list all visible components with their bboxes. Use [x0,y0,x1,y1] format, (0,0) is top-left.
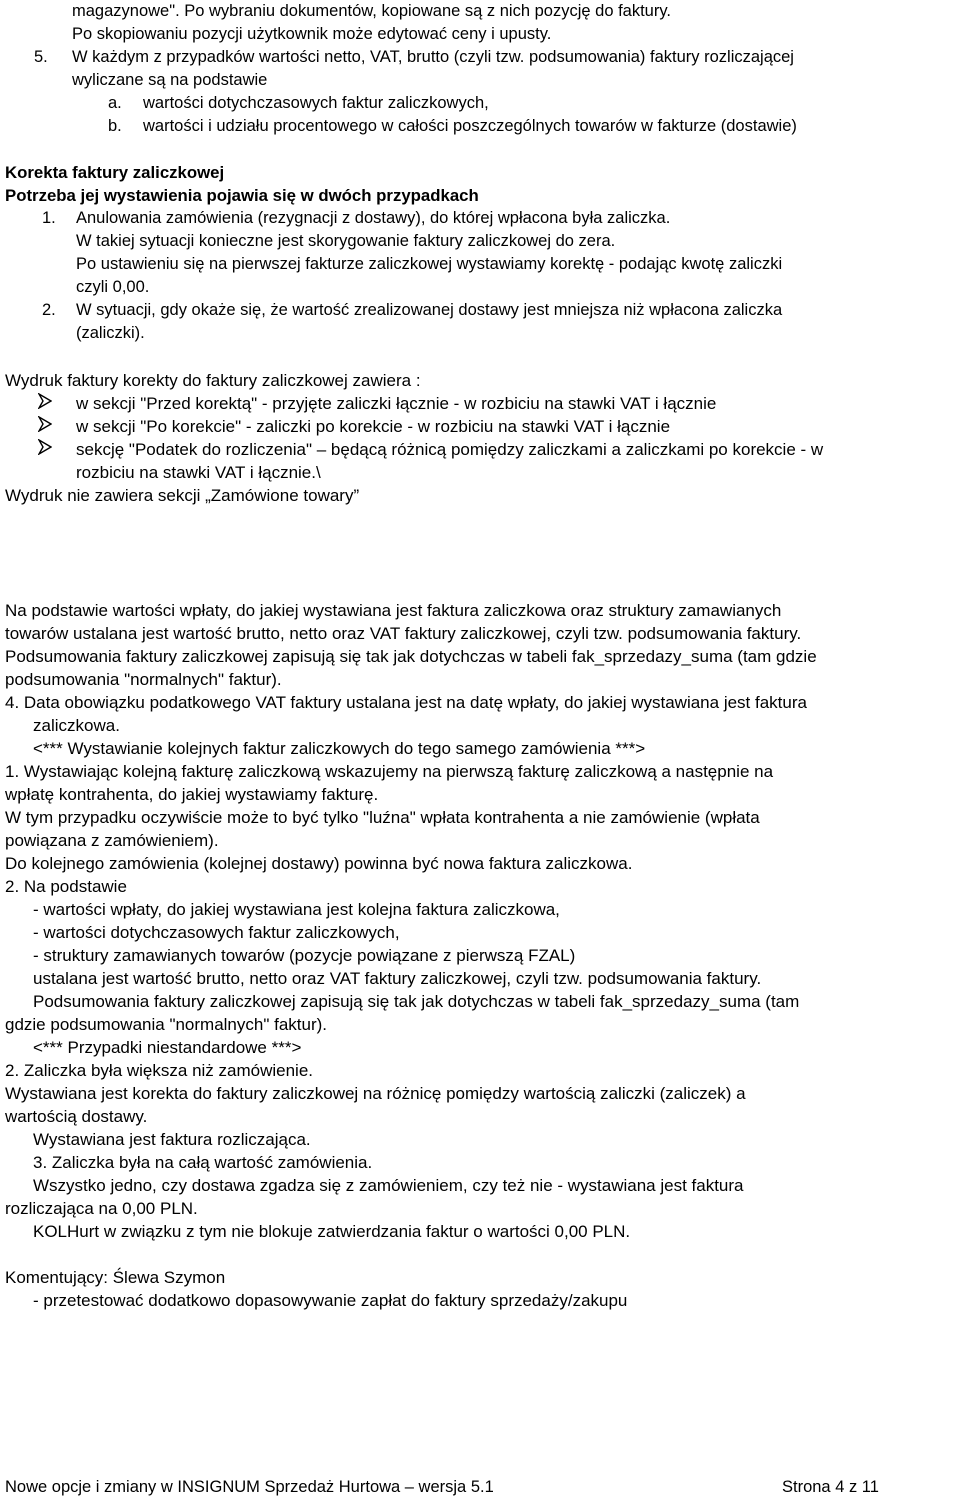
korekta-item-2-number: 2. [42,301,56,319]
arrowhead-bullet-icon [38,416,52,432]
korekta-heading: Korekta faktury zaliczkowej [5,163,225,182]
footer-title: Nowe opcje i zmiany w INSIGNUM Sprzedaż Hurtowa – wersja 5.1 [5,1478,494,1496]
body-line: Wszystko jedno, czy dostawa zgadza się z zamówieniem, czy też nie - wystawiana jest faktura [33,1176,744,1195]
top-line-1: magazynowe". Po wybraniu dokumentów, kopiowane są z nich pozycję do faktury. [72,2,671,20]
list-number-5: 5. [34,48,48,66]
body-line: - wartości wpłaty, do jakiej wystawiana jest kolejna faktura zaliczkowa, [33,900,560,919]
korekta-item-2-line-1: W sytuacji, gdy okaże się, że wartość zrealizowanej dostawy jest mniejsza niż wpłacona zaliczka [76,301,783,319]
body-line: ustalana jest wartość brutto, netto oraz VAT faktury zaliczkowej, czyli tzw. podsumowania faktury. [33,969,762,988]
top-line-2: Po skopiowaniu pozycji użytkownik może edytować ceny i upusty. [72,25,552,43]
top-line-4: wyliczane są na podstawie [72,71,268,89]
comment-line: - przetestować dodatkowo dopasowywanie zapłat do faktury sprzedaży/zakupu [33,1291,628,1310]
commenter-line: Komentujący: Ślewa Szymon [5,1268,226,1287]
section-marker: <*** Przypadki niestandardowe ***> [33,1038,302,1057]
wydruk-bullet-3-line-1: sekcję "Podatek do rozliczenia" – będącą różnicą pomiędzy zaliczkami a zaliczkami po korekcie - w [76,440,824,459]
body-line: gdzie podsumowania "normalnych" faktur). [5,1015,328,1034]
korekta-item-1-number: 1. [42,209,56,227]
body-line: 2. Zaliczka była większa niż zamówienie. [5,1061,314,1080]
wydruk-bullet-2: w sekcji "Po korekcie" - zaliczki po korekcie - w rozbiciu na stawki VAT i łącznie [76,417,671,436]
body-line: powiązana z zamówieniem). [5,831,219,850]
body-line: KOLHurt w związku z tym nie blokuje zatwierdzania faktur o wartości 0,00 PLN. [33,1222,631,1241]
body-line: 1. Wystawiając kolejną fakturę zaliczkową wskazujemy na pierwszą fakturę zaliczkową a następnie na [5,762,774,781]
body-line: towarów ustalana jest wartość brutto, netto oraz VAT faktury zaliczkowej, czyli tzw. podsumowania faktury. [5,624,802,643]
body-line: Podsumowania faktury zaliczkowej zapisują się tak jak dotychczas w tabeli fak_sprzedazy_suma (tam gdzie [5,647,817,666]
wydruk-exclusion: Wydruk nie zawiera sekcji „Zamówione towary” [5,486,360,505]
sublist-item-b: wartości i udziału procentowego w całości poszczególnych towarów w fakturze (dostawie) [143,117,797,135]
body-line: zaliczkowa. [33,716,120,735]
body-line: Do kolejnego zamówienia (kolejnej dostawy) powinna być nowa faktura zaliczkowa. [5,854,633,873]
korekta-item-1-line-2: W takiej sytuacji konieczne jest skorygowanie faktury zaliczkowej do zera. [76,232,616,250]
body-line: podsumowania "normalnych" faktur). [5,670,282,689]
section-marker: <*** Wystawianie kolejnych faktur zaliczkowych do tego samego zamówienia ***> [33,739,646,758]
body-line: rozliczająca na 0,00 PLN. [5,1199,198,1218]
body-line: - wartości dotychczasowych faktur zaliczkowych, [33,923,400,942]
arrowhead-bullet-icon [38,393,52,409]
sublist-mark-a: a. [108,94,122,112]
korekta-item-1-line-1: Anulowania zamówienia (rezygnacji z dostawy), do której wpłacona była zaliczka. [76,209,671,227]
wydruk-bullet-1: w sekcji "Przed korektą" - przyjęte zaliczki łącznie - w rozbiciu na stawki VAT i łącznie [76,394,717,413]
body-line: 3. Zaliczka była na całą wartość zamówienia. [33,1153,373,1172]
body-line: Wystawiana jest korekta do faktury zaliczkowej na różnicę pomiędzy wartością zaliczki (zaliczek) a [5,1084,746,1103]
korekta-item-2-line-2: (zaliczki). [76,324,145,342]
wydruk-intro: Wydruk faktury korekty do faktury zaliczkowej zawiera : [5,371,421,390]
body-line: Wystawiana jest faktura rozliczająca. [33,1130,311,1149]
korekta-item-1-line-4: czyli 0,00. [76,278,150,296]
page-number: Strona 4 z 11 [782,1478,879,1496]
body-line: Na podstawie wartości wpłaty, do jakiej wystawiana jest faktura zaliczkowa oraz struktury zamawianych [5,601,782,620]
sublist-mark-b: b. [108,117,122,135]
korekta-subheading: Potrzeba jej wystawienia pojawia się w dwóch przypadkach [5,186,479,205]
wydruk-bullet-3-line-2: rozbiciu na stawki VAT i łącznie.\ [76,463,321,482]
body-line: Podsumowania faktury zaliczkowej zapisują się tak jak dotychczas w tabeli fak_sprzedazy_suma (tam [33,992,800,1011]
korekta-item-1-line-3: Po ustawieniu się na pierwszej fakturze zaliczkowej wystawiamy korektę - podając kwotę zaliczki [76,255,783,273]
body-line: 2. Na podstawie [5,877,127,896]
top-line-3: W każdym z przypadków wartości netto, VAT, brutto (czyli tzw. podsumowania) faktury rozliczającej [72,48,794,66]
body-line: - struktury zamawianych towarów (pozycje powiązane z pierwszą FZAL) [33,946,576,965]
arrowhead-bullet-icon [38,439,52,455]
body-line: 4. Data obowiązku podatkowego VAT faktury ustalana jest na datę wpłaty, do jakiej wystawiana jest faktura [5,693,807,712]
body-line: wartością dostawy. [5,1107,148,1126]
body-line: W tym przypadku oczywiście może to być tylko "luźna" wpłata kontrahenta a nie zamówienie (wpłata [5,808,760,827]
body-line: wpłatę kontrahenta, do jakiej wystawiamy fakturę. [5,785,379,804]
sublist-item-a: wartości dotychczasowych faktur zaliczkowych, [143,94,489,112]
